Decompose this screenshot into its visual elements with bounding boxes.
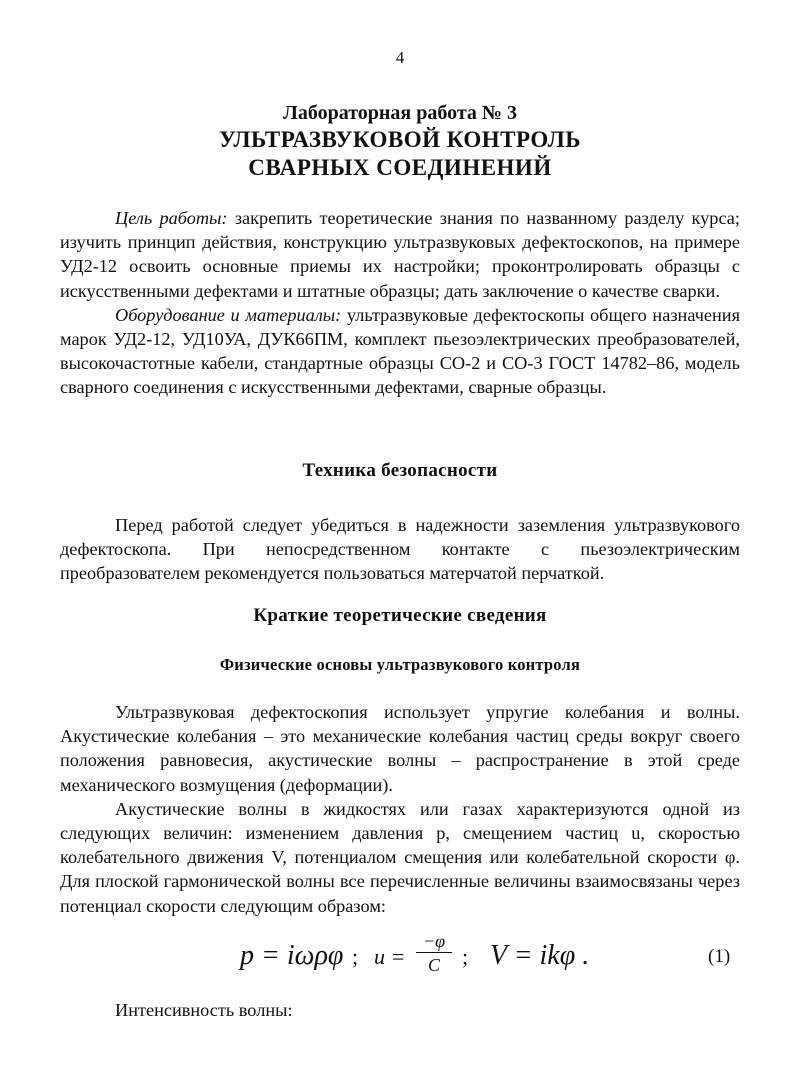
equipment-text: ультразвуковые дефектоскопы общего назначения марок УД2-12, УД10УА, ДУК66ПМ, комплект пьезоэлектрических преобразователей, высокочастотные кабели, стандартные образцы СО-2 и СО-3 ГОСТ 14782–86, модель сварного соединения с искусственными дефектами, сварные образцы. <box>60 304 740 398</box>
intensity-line: Интенсивность волны: <box>115 1000 293 1020</box>
formula-velocity: V = ikφ . <box>490 940 590 971</box>
theory-paragraph-2: Акустические волны в жидкостях или газах характеризуются одной из следующих величин: изменением давления p, смещением частиц u, скоростью колебательного движения V, потенциалом смещения или колебательной скорости φ. Для плоской гармонической волны все перечисленные величины взаимосвязаны через потенциал скорости следующим образом: <box>60 798 740 916</box>
formula-1 <box>240 930 720 986</box>
goal-paragraph <box>60 206 740 303</box>
formula-fraction-numerator: −φ <box>416 930 452 953</box>
theory-subheading: Физические основы ультразвукового контроля <box>219 655 581 674</box>
goal-text: закрепить теоретические знания по названному разделу курса; изучить принцип действия, конструкцию ультразвуковых дефектоскопов, на примере УД2-12 освоить основные приемы их настройки; проконтролировать образцы с искусственными дефектами и штатные образцы; дать заключение о качестве сварки. <box>60 208 740 301</box>
lab-title-line1: Лабораторная работа № 3 <box>282 102 518 124</box>
formula-displacement-lhs: u = <box>374 944 406 969</box>
equipment-paragraph <box>60 303 740 400</box>
lab-title <box>0 100 800 182</box>
theory-section <box>60 700 740 918</box>
formula-separator-1: ; <box>352 944 359 969</box>
lab-title-line2: УЛЬТРАЗВУКОВОЙ КОНТРОЛЬ <box>218 127 582 152</box>
theory-heading: Краткие теоретические сведения <box>253 605 547 626</box>
formula-fraction-denominator: C <box>427 955 440 975</box>
equipment-label: Оборудование и материалы: <box>115 304 342 325</box>
intro-section <box>60 206 740 400</box>
page-number: 4 <box>395 48 405 67</box>
formula-separator-2: ; <box>462 944 469 969</box>
safety-section <box>60 513 740 586</box>
formula-fraction <box>416 930 452 977</box>
formula-pressure: p = iωρφ <box>240 940 344 971</box>
safety-heading: Техника безопасности <box>302 460 498 481</box>
theory-paragraph-1: Ультразвуковая дефектоскопия использует упругие колебания и волны. Акустические колебания – это механические колебания частиц среды вокруг своего положения равновесия, акустические волны – распространение в этой среде механического возмущения (деформации). <box>60 702 740 795</box>
lab-title-line3: СВАРНЫХ СОЕДИНЕНИЙ <box>248 155 552 180</box>
safety-paragraph: Перед работой следует убедиться в надежности заземления ультразвукового дефектоскопа. При непосредственном контакте с пьезоэлектрическим преобразователем рекомендуется пользоваться матерчатой перчаткой. <box>60 515 740 584</box>
goal-label: Цель работы: <box>115 208 228 228</box>
equation-number: (1) <box>708 946 731 967</box>
